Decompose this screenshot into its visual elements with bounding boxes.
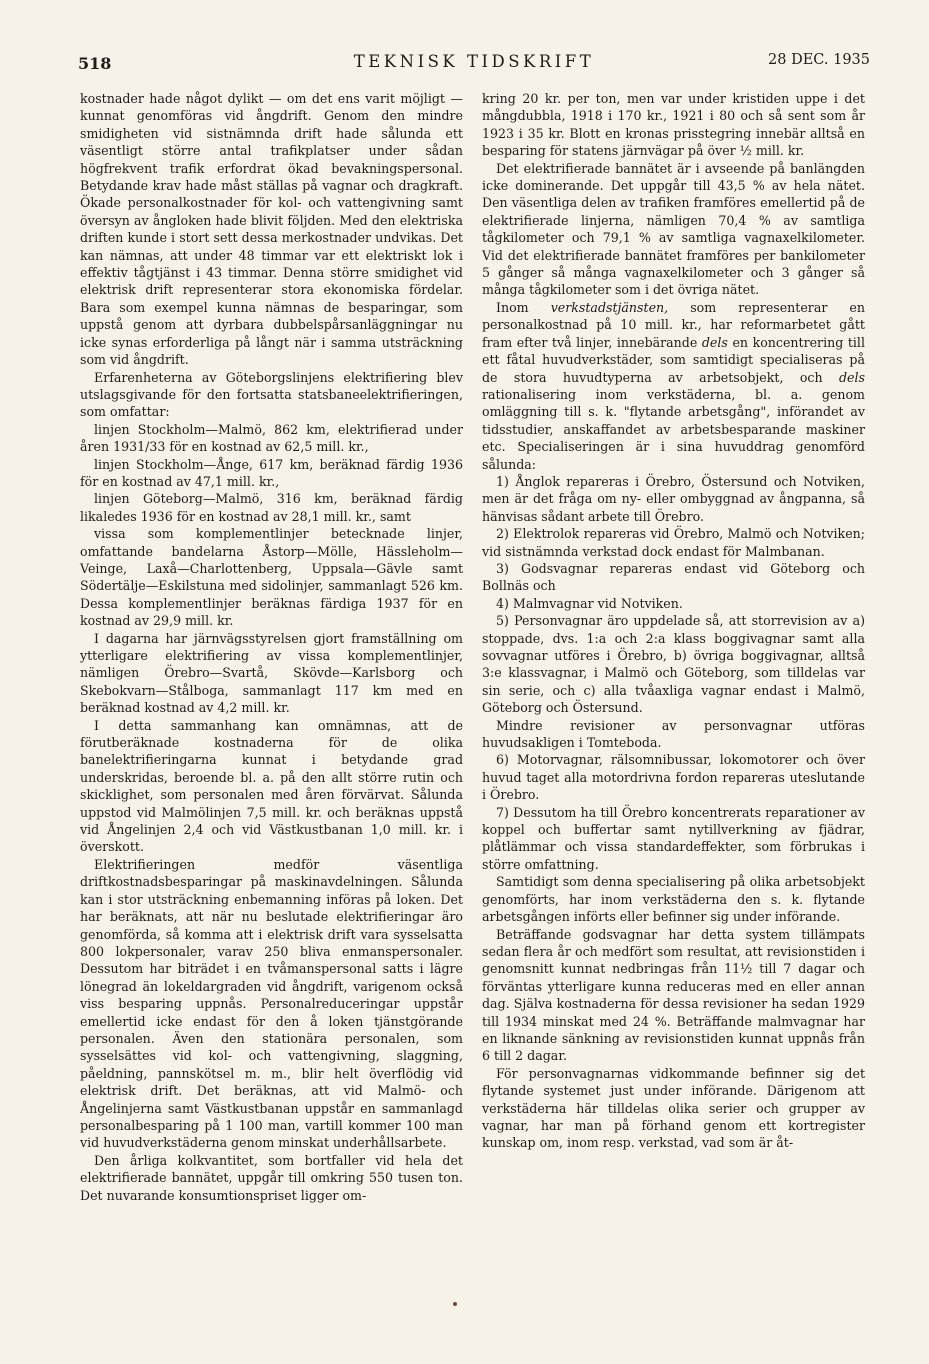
paragraph: Erfarenheterna av Göteborgslinjens elektrifiering blev utslagsgivande för den fortsatta statsbaneelektrifieringen, som omfattar: bbox=[80, 369, 463, 420]
paragraph: Beträffande godsvagnar har detta system tillämpats sedan flera år och medfört som resultat, att revisionstiden i genomsnitt kunnat nedbringas från 11½ till 7 dagar och förväntas ytterligare kunna reduceras med en eller annan dag. Själva kostnaderna för dessa revisioner ha sedan 1929 till 1934 minskat med 24 %. Beträffande malmvagnar har en liknande sänkning av revisionstiden kunnat uppnås från 6 till 2 dagar. bbox=[482, 926, 865, 1064]
list-item: vissa som komplementlinjer betecknade linjer, omfattande bandelarna Åstorp—Mölle, Hässleholm—Veinge, Laxå—Charlottenberg, Uppsala—Gävle samt Södertälje—Eskilstuna med sidolinjer, sammanlagt 526 km. Dessa komplementlinjer beräknas färdiga 1937 för en kostnad av 29,9 mill. kr. bbox=[80, 526, 463, 629]
paragraph: I detta sammanhang kan omnämnas, att de förutberäknade kostnaderna för de olika banelektrifieringarna kunnat i betydande grad underskridas, beroende bl. a. på den allt större rutin och skicklighet, som personalen med åren förvärvat. Sålunda uppstod vid Malmölinjen 7,5 mill. kr. och beräknas uppstå vid Ångelinjen 2,4 och vid Västkustbanan 1,0 mill. kr. i överskott. bbox=[80, 717, 463, 855]
list-item: linjen Göteborg—Malmö, 316 km, beräknad färdig likaledes 1936 för en kostnad av 28,1 mill. kr., samt bbox=[80, 491, 463, 524]
journal-title: TEKNISK TIDSKRIFT bbox=[353, 52, 595, 71]
page-number: 518 bbox=[78, 54, 112, 73]
text-run: rationalisering inom verkstäderna, bl. a. genom omläggning till s. k. "flytande arbetsgång", införandet av tidsstudier, anskaffandet av arbetsbesparande maskiner etc. Specialiseringen är i sina huvuddrag genomförd sålunda: bbox=[482, 386, 865, 472]
paragraph: I dagarna har järnvägsstyrelsen gjort framställning om ytterligare elektrifiering av vissa komplementlinjer, nämligen Örebro—Svartå, Skövde—Karlsborg och Skebokvarn—Stålboga, sammanlagt 117 km med en beräknad kostnad av 4,2 mill. kr. bbox=[80, 630, 463, 716]
list-item: 1) Ånglok repareras i Örebro, Östersund och Notviken, men är det fråga om ny- eller ombyggnad av ångpanna, så hänvisas sådant arbete till Örebro. bbox=[482, 473, 865, 524]
paragraph-verkstad bbox=[482, 299, 865, 473]
paragraph: För personvagnarnas vidkommande befinner sig det flytande systemet just under införande. Därigenom att verkstäderna här tilldelas olika serier och grupper av vagnar, har man på förhand genom ett kortregister kunskap om, inom resp. verkstad, vad som är åt- bbox=[482, 1065, 865, 1151]
list-item: linjen Stockholm—Ånge, 617 km, beräknad färdig 1936 för en kostnad av 47,1 mill. kr., bbox=[80, 456, 463, 489]
print-speck bbox=[453, 1302, 457, 1306]
issue-date: 28 DEC. 1935 bbox=[768, 52, 870, 68]
list-item: Mindre revisioner av personvagnar utföras huvudsakligen i Tomteboda. bbox=[482, 717, 865, 751]
list-item: linjen Stockholm—Malmö, 862 km, elektrifierad under åren 1931/33 för en kostnad av 62,5 mill. kr., bbox=[80, 421, 463, 455]
page-header bbox=[78, 52, 870, 82]
emphasis: verkstadstjänsten, bbox=[550, 299, 669, 315]
right-column bbox=[482, 90, 865, 1152]
paragraph: Samtidigt som denna specialisering på olika arbetsobjekt genomförts, har inom verkstäderna den s. k. flytande arbetsgången införts eller befinner sig under införande. bbox=[482, 874, 865, 925]
list-item: 7) Dessutom ha till Örebro koncentrerats reparationer av koppel och buffertar samt nytillverkning av fjädrar, plåtlämmar och vissa standardeffekter, som förbrukas i större omfattning. bbox=[482, 804, 865, 872]
list-item: 4) Malmvagnar vid Notviken. bbox=[496, 595, 683, 611]
paragraph: Elektrifieringen medför väsentliga driftkostnadsbesparingar på maskinavdelningen. Sålunda kan i stor utsträckning enbemanning införas på loken. Det har beräknats, att när nu beslutade elektrifieringar äro genomförda, så komma att i elektrisk drift vara sysselsatta 800 lokpersonaler, varav 250 bliva enmanspersonaler. Dessutom har biträdet i en tvåmanspersonal satts i lägre lönegrad än lokeldargraden vid ångdrift, varigenom också viss besparing uppnås. Personalreduceringar uppstår emellertid icke endast för den å loken tjänstgörande personalen. Även den stationära personalen, som sysselsättes vid kol- och vattengivning, slaggning, påeldning, pannskötsel m. m., blir helt överflödig vid elektrisk drift. Det beräknas, att vid Malmö- och Ångelinjerna samt Västkustbanan uppstår en sammanlagd personalbesparing på 1 100 man, vartill kommer 100 man vid huvudverkstäderna genom minskat underhållsarbete. bbox=[80, 856, 463, 1151]
paragraph: kostnader hade något dylikt — om det ens varit möjligt — kunnat genomföras vid ångdrift. Genom den mindre smidigheten vid sistnämnda drift hade sålunda ett väsentligt större antal trafikplatser under sådan högfrekvent trafik erfordrat ökad bevakningspersonal. Betydande krav hade måst ställas på vagnar och dragkraft. Ökade personalkostnader för kol- och vattengivning samt översyn av ångloken hade blivit följden. Med den elektriska driften kunde i stort sett dessa merkostnader undvikas. Det kan nämnas, att under 48 timmar var ett elektriskt lok i effektiv tågtjänst i 43 timmar. Denna större smidighet vid elektrisk drift representerar stora ekonomiska fördelar. Bara som exempel kunna nämnas de besparingar, som uppstå genom att dyrbara dubbelspårsanläggningar nu icke synas erforderliga på långt när i samma utsträckning som vid ångdrift. bbox=[80, 91, 463, 368]
list-item: 6) Motorvagnar, rälsomnibussar, lokomotorer och över huvud taget alla motordrivna fordon repareras uteslutande i Örebro. bbox=[482, 752, 865, 803]
list-item: 5) Personvagnar äro uppdelade så, att storrevision av a) stoppade, dvs. 1:a och 2:a klass boggivagnar samt alla sovvagnar utföres i Örebro, b) övriga boggivagnar, alltså 3:e klassvagnar, i Malmö och Göteborg, som tilldelas var sin serie, och c) alla tvåaxliga vagnar endast i Malmö, Göteborg och Östersund. bbox=[482, 613, 865, 716]
paragraph: Det elektrifierade bannätet är i avseende på banlängden icke dominerande. Det uppgår till 43,5 % av hela nätet. Den väsentliga delen av trafiken framföres emellertid på de elektrifierade linjerna, nämligen 70,4 % av samtliga tågkilometer och 79,1 % av samtliga vagnaxelkilometer. Vid det elektrifierade bannätet framföres per bankilometer 5 gånger så många vagnaxelkilometer och 3 gånger så många tågkilometer som i det övriga nätet. bbox=[482, 160, 865, 298]
left-column bbox=[80, 90, 463, 1204]
list-item: 3) Godsvagnar repareras endast vid Göteborg och Bollnäs och bbox=[482, 560, 865, 594]
text-run: Inom bbox=[496, 299, 551, 315]
paragraph: kring 20 kr. per ton, men var under kristiden uppe i det mångdubbla, 1918 i 170 kr., 1921 i 80 och så sent som år 1923 i 35 kr. Blott en kronas prisstegring innebär alltså en besparing för statens järnvägar på över ½ mill. kr. bbox=[482, 91, 865, 159]
list-item: 2) Elektrolok repareras vid Örebro, Malmö och Notviken; vid sistnämnda verkstad dock endast för Malmbanan. bbox=[482, 526, 865, 559]
text-run: som representerar en personalkostnad på 10 mill. kr., har reformarbetet gått fram efter två linjer, innebärande bbox=[482, 299, 865, 350]
emphasis: dels bbox=[838, 369, 865, 385]
text-run: en koncentrering till ett fåtal huvudverkstäder, som samtidigt specialiseras på de stora huvudtyperna av arbetsobjekt, och bbox=[482, 334, 865, 385]
emphasis: dels bbox=[701, 334, 728, 350]
paragraph: Den årliga kolkvantitet, som bortfaller vid hela det elektrifierade bannätet, uppgår till omkring 550 tusen ton. Det nuvarande konsumtionspriset ligger om- bbox=[80, 1152, 463, 1203]
